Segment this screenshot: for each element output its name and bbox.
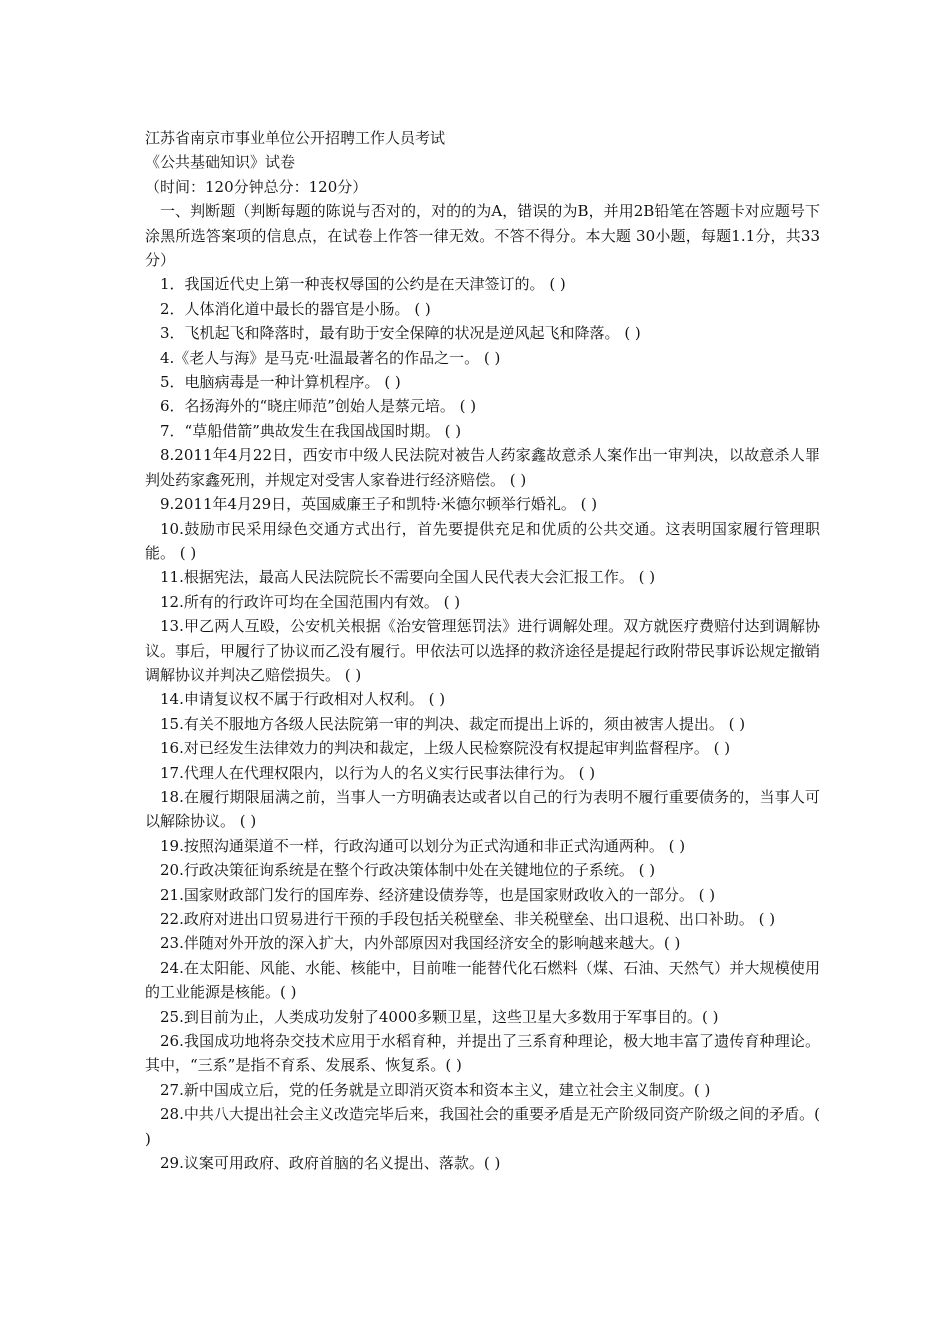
question-item: 27.新中国成立后，党的任务就是立即消灭资本和资本主义，建立社会主义制度。( ) [160,1080,711,1099]
question-item: 12.所有的行政许可均在全国范围内有效。 ( ) [160,592,461,611]
question-item: 9.2011年4月29日，英国威廉王子和凯特·米德尔顿举行婚礼。 ( ) [160,495,598,514]
question-item: 19.按照沟通渠道不一样，行政沟通可以划分为正式沟通和非正式沟通两种。 ( ) [160,836,686,855]
question-item: 21.国家财政部门发行的国库券、经济建设债券等，也是国家财政收入的一部分。 ( ) [160,885,716,904]
question-item: 29.议案可用政府、政府首脑的名义提出、落款。( ) [160,1154,501,1173]
question-item: 14.申请复议权不属于行政相对人权利。 ( ) [160,690,446,709]
question-item: 8.2011年4月22日，西安市中级人民法院对被告人药家鑫故意杀人案作出一审判决，以故意杀人罪判处药家鑫死刑，并规定对受害人家眷进行经济赔偿。 ( ) [145,446,820,489]
question-item: 16.对已经发生法律效力的判决和裁定，上级人民检察院没有权提起审判监督程序。 ( ) [160,739,731,758]
question-item: 23.伴随对外开放的深入扩大，内外部原因对我国经济安全的影响越来越大。( ) [160,934,681,953]
question-item: 7．“草船借箭”典故发生在我国战国时期。 ( ) [160,421,462,440]
question-item: 17.代理人在代理权限内，以行为人的名义实行民事法律行为。 ( ) [160,763,596,782]
exam-document [145,126,820,1175]
question-item: 24.在太阳能、风能、水能、核能中，目前唯一能替代化石燃料（煤、石油、天然气）并大规模使用的工业能源是核能。( ) [145,958,820,1002]
question-item: 10.鼓励市民采用绿色交通方式出行，首先要提供充足和优质的公共交通。这表明国家履行管理职能。 ( ) [145,519,820,562]
question-item: 20.行政决策征询系统是在整个行政决策体制中处在关键地位的子系统。 ( ) [160,861,656,880]
question-item: 26.我国成功地将杂交技术应用于水稻育种，并提出了三系育种理论，极大地丰富了遗传育种理论。其中，“三系”是指不育系、发展系、恢复系。( ) [145,1032,820,1075]
question-item: 6．名扬海外的“晓庄师范”创始人是蔡元培。 ( ) [160,397,477,416]
question-item: 22.政府对进出口贸易进行干预的手段包括关税壁垒、非关税壁垒、出口退税、出口补助。 ( ) [160,910,776,928]
question-item: 18.在履行期限届满之前，当事人一方明确表达或者以自己的行为表明不履行重要债务的，当事人可以解除协议。 ( ) [145,787,820,831]
question-item: 3．飞机起飞和降落时，最有助于安全保障的状况是逆风起飞和降落。 ( ) [160,324,641,343]
question-item: 1．我国近代史上第一种丧权辱国的公约是在天津签订的。 ( ) [160,275,566,294]
question-list [145,272,820,1175]
question-item: 4.《老人与海》是马克·吐温最著名的作品之一。 ( ) [160,348,501,367]
exam-title: 江苏省南京市事业单位公开招聘工作人员考试 [145,129,446,147]
question-item: 28.中共八大提出社会主义改造完毕后来，我国社会的重要矛盾是无产阶级同资产阶级之间的矛盾。( ) [145,1105,820,1148]
question-item: 11.根据宪法，最高人民法院院长不需要向全国人民代表大会汇报工作。 ( ) [160,568,656,587]
exam-subtitle: 《公共基础知识》试卷 [145,153,296,172]
question-item: 15.有关不服地方各级人民法院第一审的判决、裁定而提出上诉的，须由被害人提出。 ( ) [160,714,746,733]
exam-time-info: （时间：120分钟总分：120分） [145,177,368,196]
section-instructions: 一、判断题（判断每题的陈说与否对的，对的的为A，错误的为B，并用2B铅笔在答题卡对应题号下涂黑所选答案项的信息点，在试卷上作答一律无效。不答不得分。本大题 30小题，每题1.1分，共33分） [145,202,820,270]
question-item: 13.甲乙两人互殴，公安机关根据《治安管理惩罚法》进行调解处理。双方就医疗费赔付达到调解协议。事后，甲履行了协议而乙没有履行。甲依法可以选择的救济途径是提起行政附带民事诉讼规定撤销调解协议并判决乙赔偿损失。 ( ) [145,617,821,684]
question-item: 2．人体消化道中最长的器官是小肠。 ( ) [160,299,431,318]
question-item: 5．电脑病毒是一种计算机程序。 ( ) [160,373,401,392]
question-item: 25.到目前为止，人类成功发射了4000多颗卫星，这些卫星大多数用于军事目的。( ) [160,1007,719,1026]
